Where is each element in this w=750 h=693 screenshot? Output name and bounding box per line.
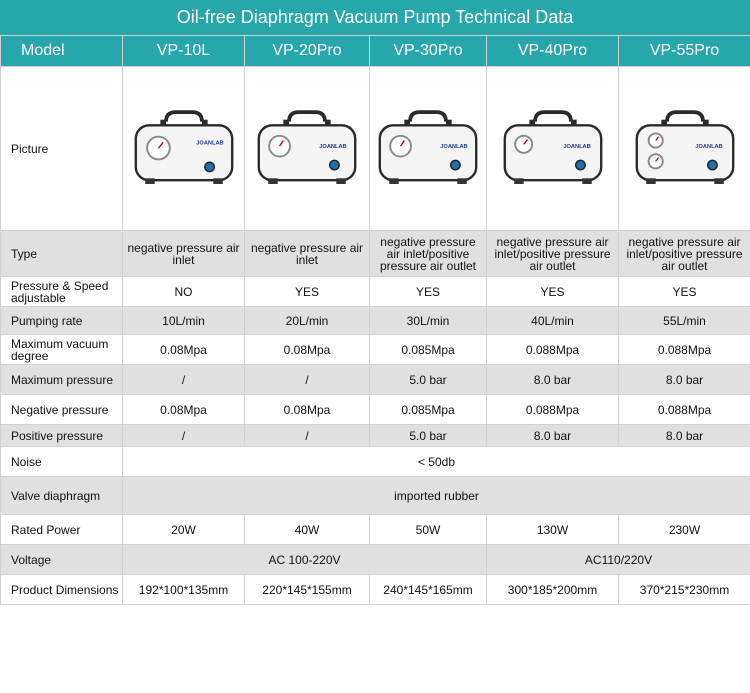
row-label: Maximum pressure [1,365,123,395]
adjustable-row [1,277,750,307]
table-cell: / [123,425,245,447]
row-label: Positive pressure [1,425,123,447]
model-name: VP-55Pro [619,36,750,67]
table-cell: 8.0 bar [619,365,750,395]
table-cell: imported rubber [123,477,750,515]
pumping-rate-row [1,307,750,335]
table-cell: 0.088Mpa [487,335,619,365]
picture-row [1,67,750,231]
table-cell: / [245,425,370,447]
row-label: Valve diaphragm [1,477,123,515]
model-name: VP-20Pro [245,36,370,67]
pump-image-vp-30pro [370,67,487,231]
model-name: VP-40Pro [487,36,619,67]
table-cell: 8.0 bar [619,425,750,447]
table-cell: / [123,365,245,395]
table-cell: 8.0 bar [487,425,619,447]
table-cell: 220*145*155mm [245,575,370,605]
table-cell: negative pressure air inlet/positive pressure air outlet [487,231,619,277]
rated-power-row [1,515,750,545]
row-label: Pressure & Speed adjustable [1,277,123,307]
valve-row [1,477,750,515]
table-cell: 5.0 bar [370,365,487,395]
table-cell: NO [123,277,245,307]
table-cell: 0.08Mpa [123,335,245,365]
table-cell: YES [370,277,487,307]
table-cell: 40L/min [487,307,619,335]
pump-image-vp-20pro [245,67,370,231]
table-cell: 8.0 bar [487,365,619,395]
table-cell: 0.085Mpa [370,335,487,365]
pump-image-vp-40pro [487,67,619,231]
dimensions-row [1,575,750,605]
negative-pressure-row [1,395,750,425]
table-cell: 0.088Mpa [487,395,619,425]
table-cell: 30L/min [370,307,487,335]
model-name: VP-30Pro [370,36,487,67]
table-cell: 0.088Mpa [619,395,750,425]
pump-image-vp-10l [123,67,245,231]
table-cell: / [245,365,370,395]
brand-logo: JOANLAB [195,139,224,146]
row-label: Pumping rate [1,307,123,335]
table-cell: 20L/min [245,307,370,335]
table-cell: 370*215*230mm [619,575,750,605]
table-cell: YES [487,277,619,307]
table-cell: YES [245,277,370,307]
max-vacuum-row [1,335,750,365]
positive-pressure-row [1,425,750,447]
table-cell: 0.08Mpa [245,335,370,365]
table-cell: 0.08Mpa [123,395,245,425]
table-cell: 130W [487,515,619,545]
table-cell: < 50db [123,447,750,477]
table-cell: 50W [370,515,487,545]
table-cell: 5.0 bar [370,425,487,447]
table-cell: negative pressure air inlet [123,231,245,277]
table-cell: 10L/min [123,307,245,335]
row-label: Maximum vacuum degree [1,335,123,365]
max-pressure-row [1,365,750,395]
table-cell: 192*100*135mm [123,575,245,605]
table-cell: negative pressure air inlet/positive pressure air outlet [619,231,750,277]
tech-data-table [0,35,750,605]
row-label: Negative pressure [1,395,123,425]
table-cell: 0.08Mpa [245,395,370,425]
page-title: Oil-free Diaphragm Vacuum Pump Technical Data [0,0,750,35]
table-cell: AC 100-220V [123,545,487,575]
row-label: Voltage [1,545,123,575]
pump-image-vp-55pro [619,67,750,231]
brand-logo: JOANLAB [319,143,347,150]
header-row [1,36,750,67]
model-name: VP-10L [123,36,245,67]
type-row [1,231,750,277]
table-cell: 0.085Mpa [370,395,487,425]
table-cell: 0.088Mpa [619,335,750,365]
table-cell: 230W [619,515,750,545]
table-cell: YES [619,277,750,307]
row-label: Picture [1,67,123,231]
table-cell: AC110/220V [487,545,750,575]
table-cell: 240*145*165mm [370,575,487,605]
table-cell: 55L/min [619,307,750,335]
table-cell: 300*185*200mm [487,575,619,605]
row-label: Noise [1,447,123,477]
table-cell: 20W [123,515,245,545]
brand-logo: JOANLAB [440,143,468,150]
table-cell: negative pressure air inlet [245,231,370,277]
table-cell: negative pressure air inlet/positive pressure air outlet [370,231,487,277]
brand-logo: JOANLAB [694,143,723,150]
row-label: Product Dimensions [1,575,123,605]
table-cell: 40W [245,515,370,545]
row-label: Type [1,231,123,277]
row-label: Rated Power [1,515,123,545]
noise-row [1,447,750,477]
model-header: Model [1,36,123,67]
voltage-row [1,545,750,575]
brand-logo: JOANLAB [562,143,591,150]
